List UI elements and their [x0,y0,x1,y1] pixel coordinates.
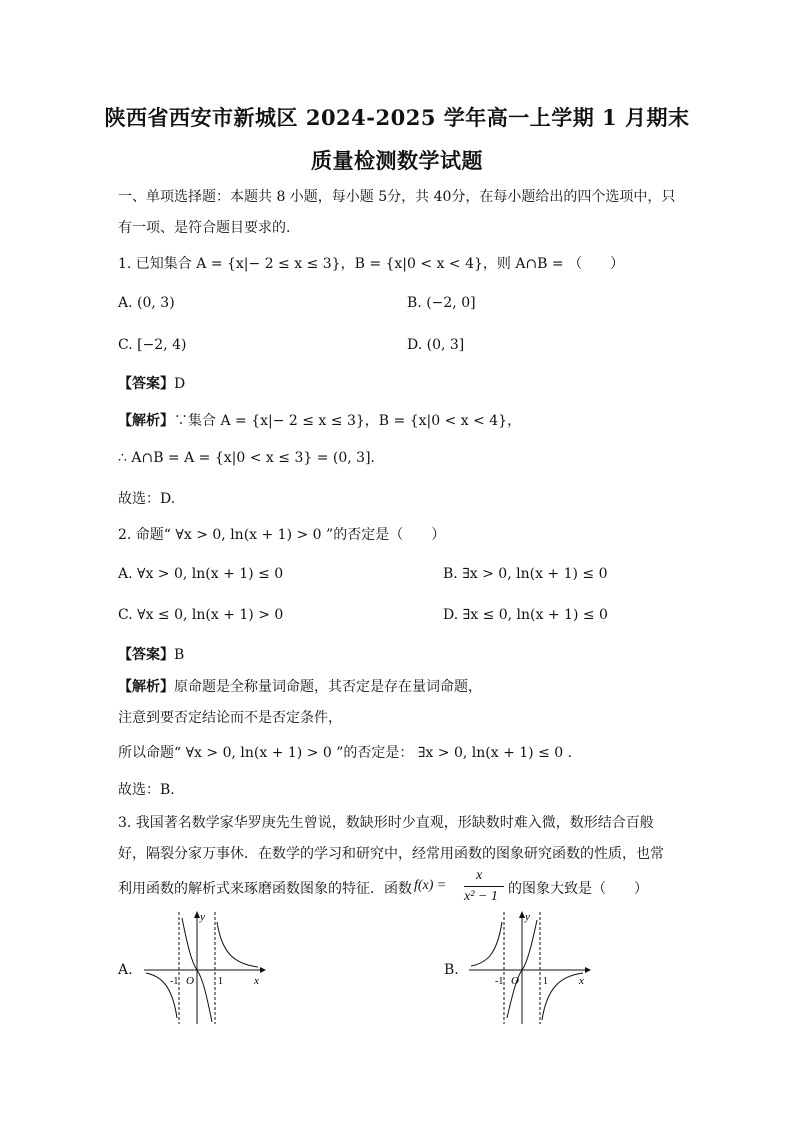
q3-option-b-label: B. [444,962,459,978]
q2-analysis-line1 [118,676,482,696]
q3-line3-lead: 利用函数的解析式来琢磨函数图象的特征．函数 [118,881,412,897]
q3-option-b-graph [465,908,595,1028]
q2-analysis-text1: 原命题是全称量词命题，其否定是存在量词命题， [174,679,482,695]
origin-label: O [511,975,519,987]
q3-fraction-bar [464,886,504,887]
q3-fraction-numerator: x [476,868,483,883]
q3-option-a-label: A. [118,962,133,978]
q1-answer [118,373,185,393]
section-heading-line1: 一、单项选择题：本题共 8 小题，每小题 5分，共 40分，在每小题给出的四个选项中，只 [118,189,676,205]
q1-choose: 故选：D. [118,491,176,507]
q1-analysis-text1: ∵集合 A = {x|− 2 ≤ x ≤ 3}，B = {x|0 < x < 4}， [174,413,522,429]
q3-option-a-graph [140,908,270,1028]
doc-title-line2: 质量检测数学试题 [311,148,483,173]
q2-analysis-tag: 【解析】 [118,679,174,695]
q2-answer [118,644,184,664]
q3-line2: 好，隔裂分家万事休．在数学的学习和研究中，经常用函数的图象研究函数的性质，也常 [118,846,664,862]
q1-analysis-tag: 【解析】 [118,413,174,429]
q1-option-b: B. (−2, 0] [407,295,476,311]
tick-label-pos1: 1 [218,976,223,987]
q1-analysis-line2: ∴ A∩B = A = {x|0 < x ≤ 3} = (0, 3]. [118,450,375,466]
q2-option-a: A. ∀x > 0, ln(x + 1) ≤ 0 [118,566,284,582]
q1-option-d: D. (0, 3] [407,337,465,353]
x-axis-arrow [585,967,591,973]
q1-analysis-line1 [118,410,521,430]
tick-label-neg1: -1 [495,976,504,987]
q3-line3 [118,878,412,898]
q2-answer-value: B [174,647,185,663]
curve-left-branch [471,922,502,966]
q2-analysis-line2: 注意到要否定结论而不是否定条件， [118,710,342,726]
q2-answer-tag: 【答案】 [118,647,174,663]
x-axis-label: x [254,975,259,987]
curve-right-branch [542,973,583,1020]
origin-label: O [186,975,194,987]
q3-line1: 3. 我国著名数学家华罗庚先生曾说，数缺形时少直观，形缺数时难入微，数形结合百般 [118,815,654,831]
q3-line3-tail: 的图象大致是（ ） [508,881,648,897]
q2-option-b: B. ∃x > 0, ln(x + 1) ≤ 0 [443,566,608,582]
q3-function-lhs: f(x) = [414,878,447,893]
curve-right-branch [217,922,258,967]
q2-choose: 故选：B. [118,782,175,798]
y-axis-label: y [525,911,530,923]
q1-option-c: C. [−2, 4) [118,337,187,353]
q1-option-a: A. (0, 3) [118,295,175,311]
doc-title-line1: 陕西省西安市新城区 2024-2025 学年高一上学期 1 月期末 [104,105,690,130]
q2-analysis-line3: 所以命题“ ∀x > 0, ln(x + 1) > 0 ”的否定是： ∃x > 0, ln(x + 1) ≤ 0 . [118,745,573,761]
section-heading-line2: 有一项、是符合题目要求的. [118,220,291,236]
q1-answer-value: D [174,376,186,392]
q2-option-c: C. ∀x ≤ 0, ln(x + 1) > 0 [118,607,284,623]
tick-label-neg1: -1 [170,976,179,987]
q3-fraction-denominator: x² − 1 [464,889,498,904]
tick-label-pos1: 1 [543,976,548,987]
q2-option-d: D. ∃x ≤ 0, ln(x + 1) ≤ 0 [443,607,608,623]
x-axis-label: x [579,975,584,987]
q1-stem: 1. 已知集合 A = {x|− 2 ≤ x ≤ 3}，B = {x|0 < x < 4}，则 A∩B = （ ） [118,256,625,272]
q2-stem: 2. 命题“ ∀x > 0, ln(x + 1) > 0 ”的否定是（ ） [118,527,446,543]
y-axis-label: y [200,911,205,923]
x-axis-arrow [260,967,266,973]
q1-answer-tag: 【答案】 [118,376,174,392]
